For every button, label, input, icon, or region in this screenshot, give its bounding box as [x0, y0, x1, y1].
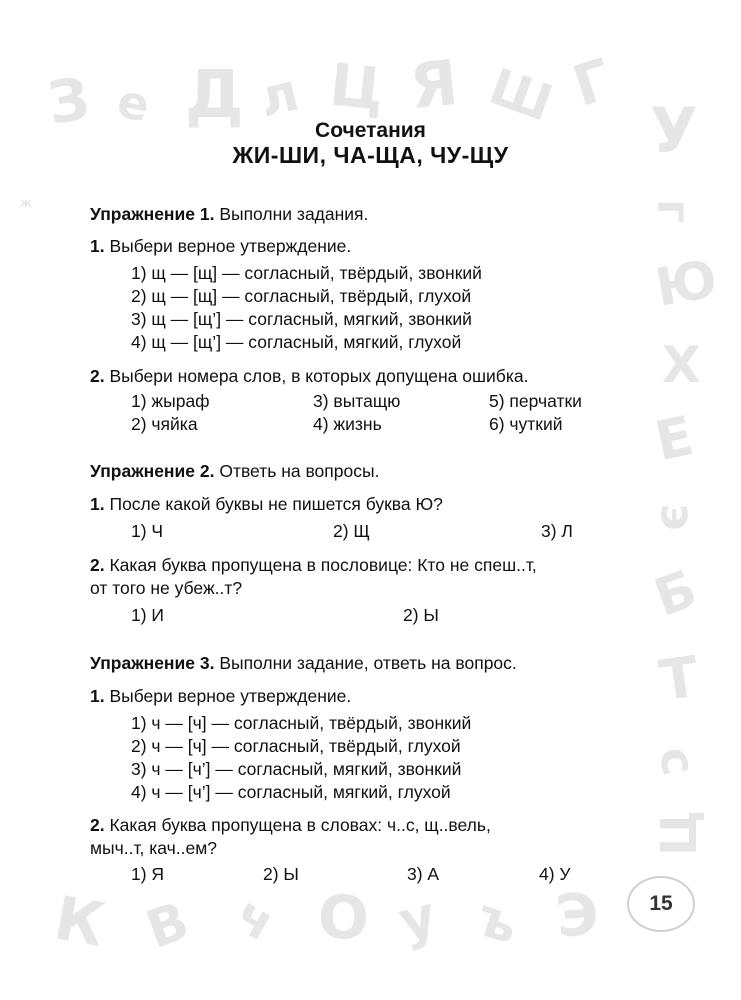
- answer-option: 1) жыраф: [131, 391, 210, 411]
- decor-letter: Х: [662, 336, 701, 394]
- decor-letter: у: [392, 883, 443, 954]
- page-number: 15: [627, 876, 695, 932]
- question-text-body: Какая буква пропущена в пословице: Кто не спеш..т,: [109, 555, 537, 575]
- question-number: 1.: [90, 686, 105, 706]
- decor-letter: О: [318, 883, 370, 953]
- question-text-body: Выбери верное утверждение.: [109, 686, 352, 706]
- answer-option: 1) Я: [131, 864, 165, 884]
- exercise-instruction: Ответь на вопросы.: [219, 461, 380, 481]
- answer-option: 2) чяйка: [131, 414, 198, 434]
- answer-option: 3) А: [407, 864, 440, 884]
- exercise2-header: [90, 461, 379, 482]
- question-text: [90, 366, 528, 387]
- question-text-body: После какой буквы не пишется буква Ю?: [109, 494, 443, 514]
- decor-letter: Ш: [481, 57, 560, 133]
- answer-option: 2) Ы: [263, 864, 299, 884]
- question-text: [90, 815, 491, 836]
- answer-option: 2) щ — [щ] — согласный, твёрдый, глухой: [131, 286, 472, 306]
- answer-option: 1) И: [131, 605, 165, 625]
- exercise-label: Упражнение 3.: [90, 653, 215, 673]
- question-text: [90, 555, 537, 576]
- exercise-instruction: Выполни задания.: [219, 204, 369, 224]
- question-text-body: Выбери номера слов, в которых допущена ошибка.: [109, 366, 529, 386]
- decor-letter: Е: [649, 403, 699, 474]
- question-text-continuation: от того не убеж..т?: [90, 578, 243, 598]
- decor-letter: К: [49, 883, 110, 961]
- question-number: 1.: [90, 236, 105, 256]
- question-text-body: Какая буква пропущена в словах: ч..с, щ..вель,: [109, 815, 491, 835]
- decor-letter: Э: [553, 879, 602, 951]
- answer-option: 4) щ — [щ’] — согласный, мягкий, глухой: [131, 332, 462, 352]
- question-number: 2.: [90, 815, 105, 835]
- answer-option: 1) Ч: [131, 521, 164, 541]
- exercise-label: Упражнение 2.: [90, 461, 215, 481]
- answer-option: 2) Ы: [403, 605, 439, 625]
- page-title-line1: Сочетания: [315, 119, 426, 142]
- question-text: [90, 236, 351, 257]
- exercise3-header: [90, 653, 517, 674]
- page-title-line2: ЖИ-ШИ, ЧА-ЩА, ЧУ-ЩУ: [232, 142, 509, 168]
- decor-letter: Я: [406, 45, 462, 124]
- answer-option: 3) вытащю: [313, 391, 401, 411]
- answer-option: 3) щ — [щ’] — согласный, мягкий, звонкий: [131, 309, 472, 329]
- answer-option: 5) перчатки: [489, 391, 582, 411]
- decor-letter: г: [647, 198, 702, 224]
- answer-option: 2) ч — [ч] — согласный, твёрдый, глухой: [131, 736, 461, 756]
- decor-letter: Ж: [20, 199, 33, 210]
- decor-letter: е: [112, 73, 155, 133]
- question-number: 2.: [90, 366, 105, 386]
- question-number: 1.: [90, 494, 105, 514]
- question-number: 2.: [90, 555, 105, 575]
- exercise-label: Упражнение 1.: [90, 204, 215, 224]
- answer-option: 1) ч — [ч] — согласный, твёрдый, звонкий: [131, 713, 472, 733]
- decor-letter: л: [253, 62, 305, 130]
- decor-letter: У: [650, 94, 698, 167]
- question-text-continuation: мыч..т, кач..ем?: [90, 838, 217, 858]
- exercise-instruction: Выполни задание, ответь на вопрос.: [219, 653, 517, 673]
- decor-letter: с: [648, 742, 707, 780]
- question-text: [90, 494, 443, 515]
- decor-letter: Ц: [326, 50, 388, 124]
- decor-letter: Т: [655, 644, 703, 715]
- answer-option: 3) Л: [541, 521, 573, 541]
- question-text: [90, 686, 351, 707]
- decor-letter: ч: [225, 885, 285, 953]
- answer-option: 6) чуткий: [489, 414, 563, 434]
- decor-letter: З: [43, 64, 94, 138]
- decor-letter: Ю: [651, 249, 722, 319]
- answer-option: 4) У: [539, 864, 571, 884]
- question-text-body: Выбери верное утверждение.: [109, 236, 352, 256]
- decor-letter: Г: [565, 47, 620, 120]
- answer-option: 1) щ — [щ] — согласный, твёрдый, звонкий: [131, 263, 482, 283]
- decor-letter: Б: [646, 559, 705, 629]
- answer-option: 2) Щ: [333, 521, 370, 541]
- answer-option: 4) жизнь: [313, 414, 382, 434]
- decor-letter: Д: [185, 56, 244, 133]
- decor-letter: э: [650, 503, 705, 531]
- decor-letter: В: [138, 891, 197, 961]
- answer-option: 4) ч — [ч’] — согласный, мягкий, глухой: [131, 782, 451, 802]
- exercise1-header: [90, 204, 368, 225]
- answer-option: 3) ч — [ч’] — согласный, мягкий, звонкий: [131, 759, 462, 779]
- decor-letter: Ц: [650, 809, 709, 857]
- decor-letter: ъ: [469, 887, 526, 957]
